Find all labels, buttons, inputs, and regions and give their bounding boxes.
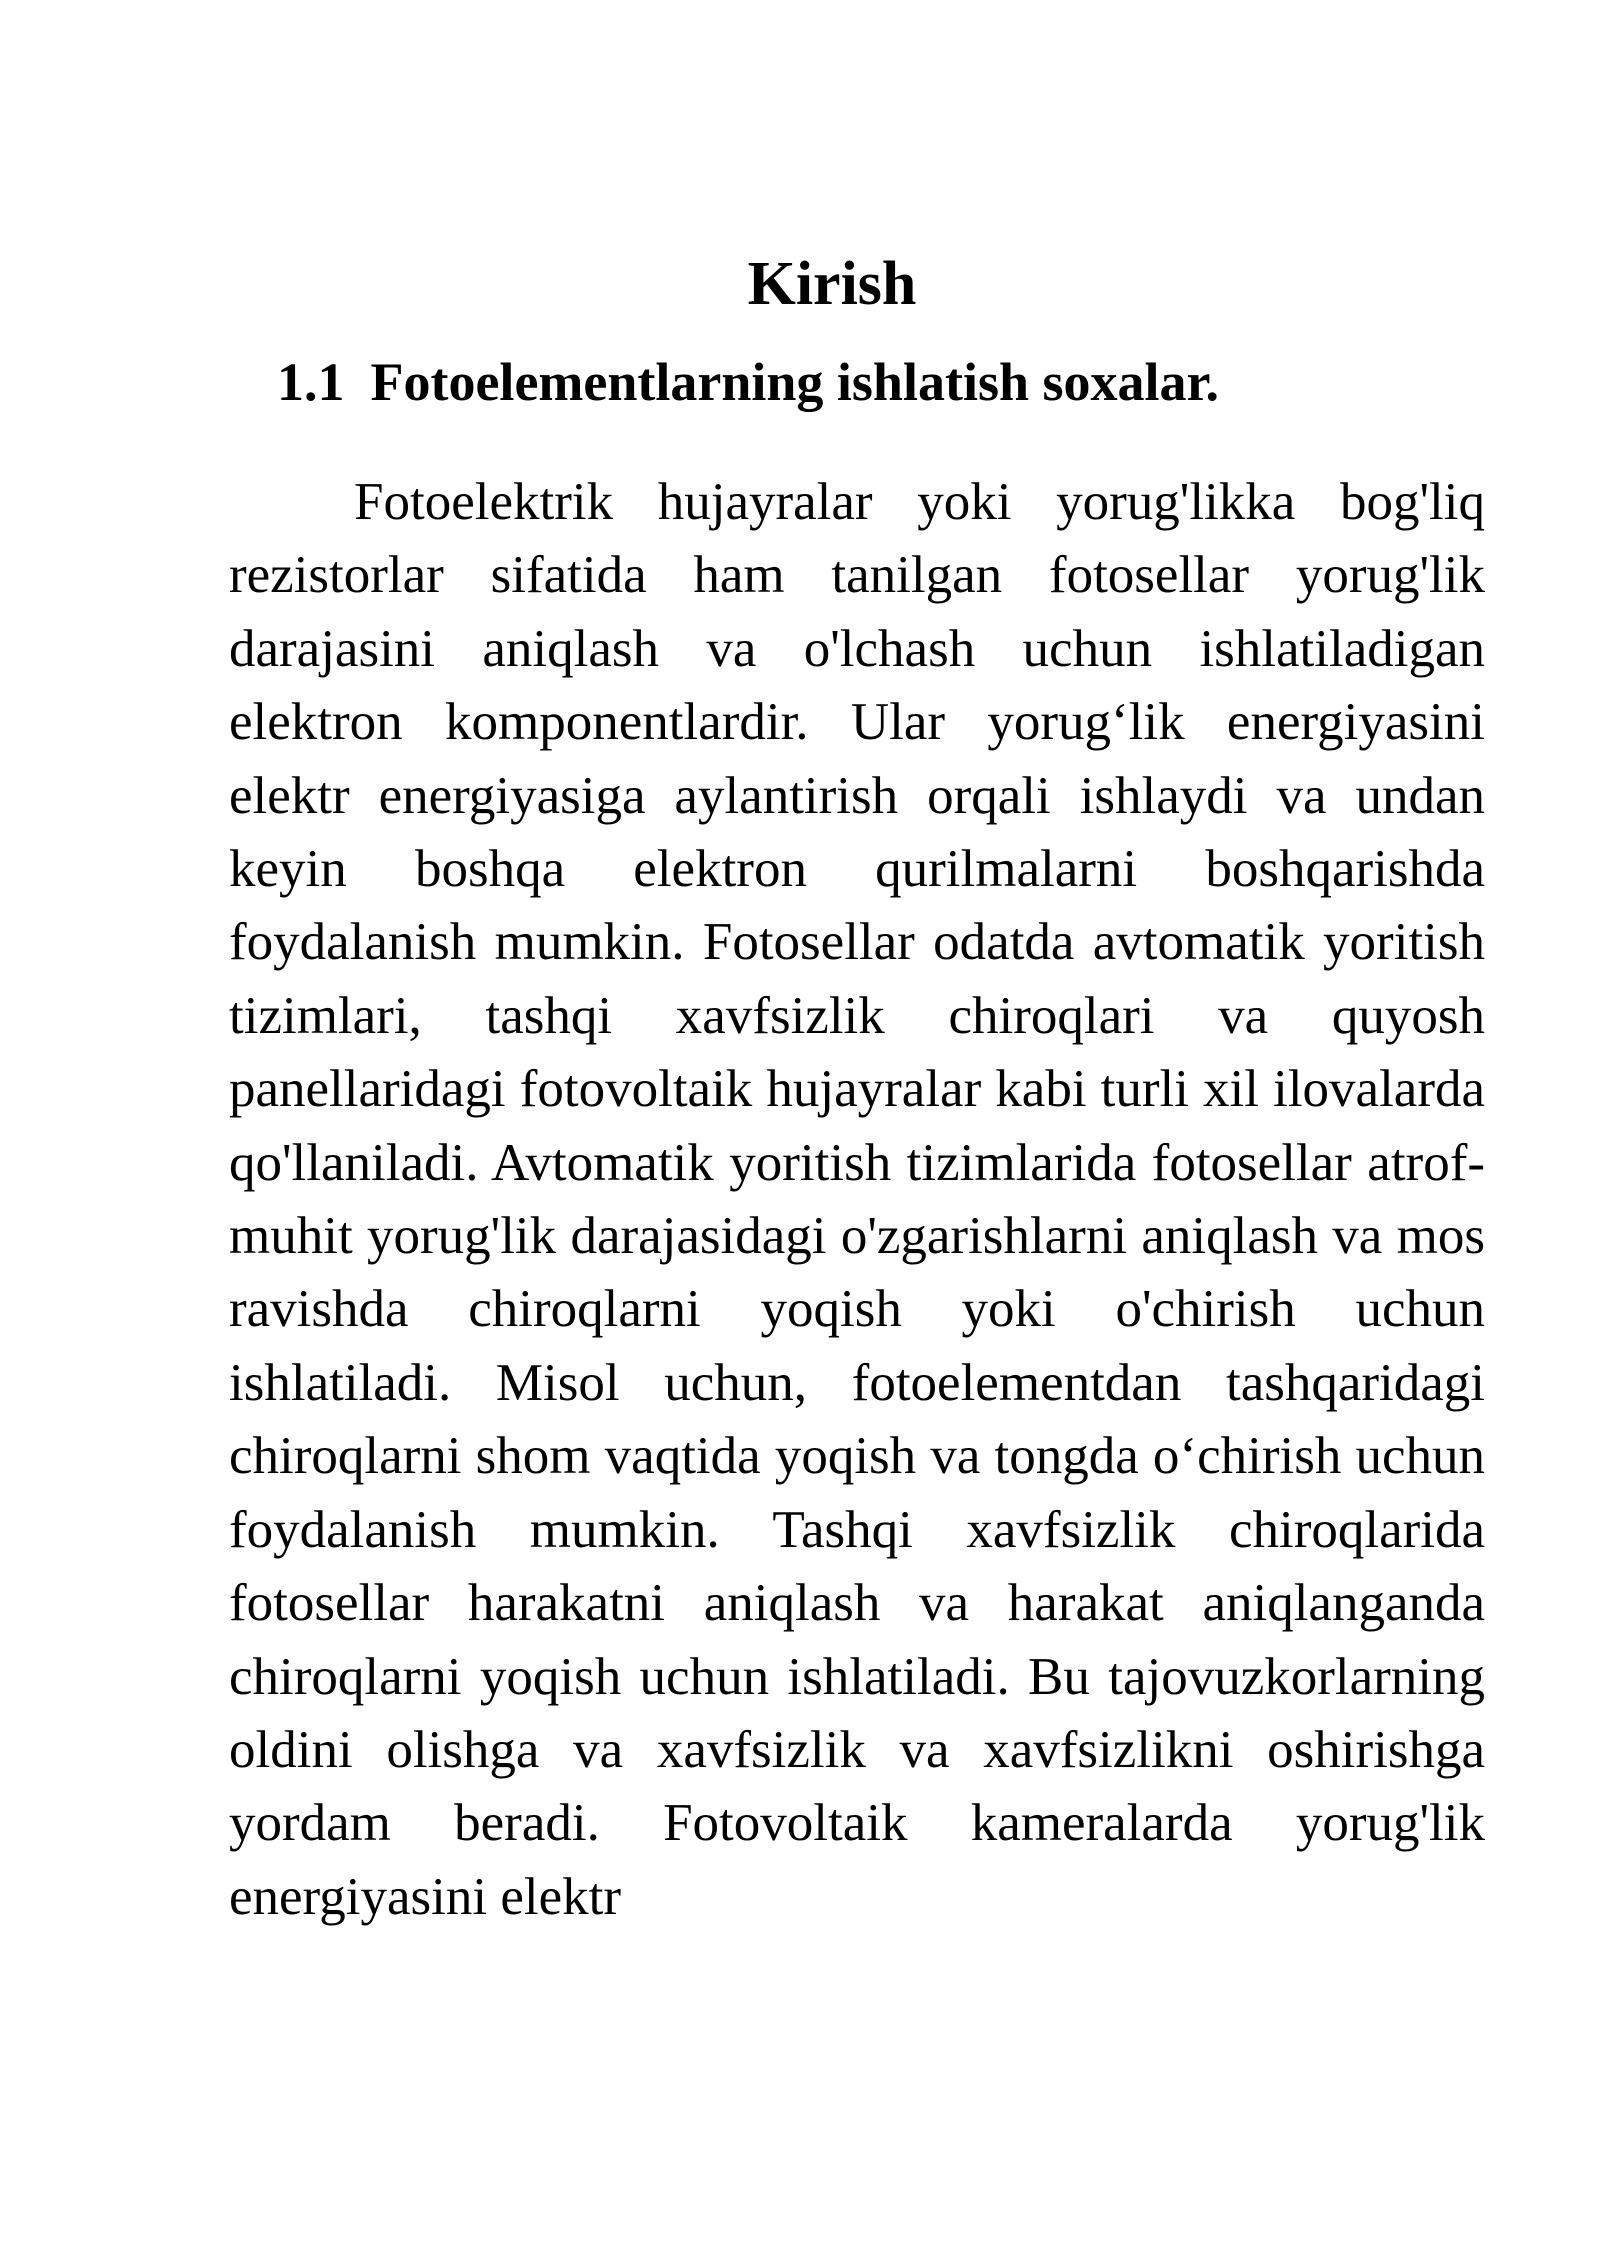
section-heading-text: Fotoelementlarning ishlatish soxalar. xyxy=(370,352,1220,412)
page-title: Kirish xyxy=(747,250,917,318)
body-paragraph: Fotoelektrik hujayralar yoki yorug'likka bog'liq rezistorlar sifatida ham tanilgan fotosellar yorug'lik darajasini aniqlash va o'lchash uchun ishlatiladigan elektron komponentlardir. Ular yorug‘lik energiyasini elektr energiyasiga aylantirish orqali ishlaydi va undan keyin boshqa elektron qurilmalarni boshqarishda foydalanish mumkin. Fotosellar odatda avtomatik yoritish tizimlari, tashqi xavfsizlik chiroqlari va quyosh panellaridagi fotovoltaik hujayralar kabi turli xil ilovalarda qo'llaniladi. Avtomatik yoritish tizimlarida fotosellar atrof-muhit yorug'lik darajasidagi o'zgarishlarni aniqlash va mos ravishda chiroqlarni yoqish yoki o'chirish uchun ishlatiladi. Misol uchun, fotoelementdan tashqaridagi chiroqlarni shom vaqtida yoqish va tongda o‘chirish uchun foydalanish mumkin. Tashqi xavfsizlik chiroqlarida fotosellar harakatni aniqlash va harakat aniqlanganda chiroqlarni yoqish uchun ishlatiladi. Bu tajovuzkorlarning oldini olishga va xavfsizlik va xavfsizlikni oshirishga yordam beradi. Fotovoltaik kameralarda yorug'lik energiyasini elektr xyxy=(229,473,1485,1926)
section-number: 1.1 xyxy=(277,352,345,412)
section-heading xyxy=(277,350,1219,414)
